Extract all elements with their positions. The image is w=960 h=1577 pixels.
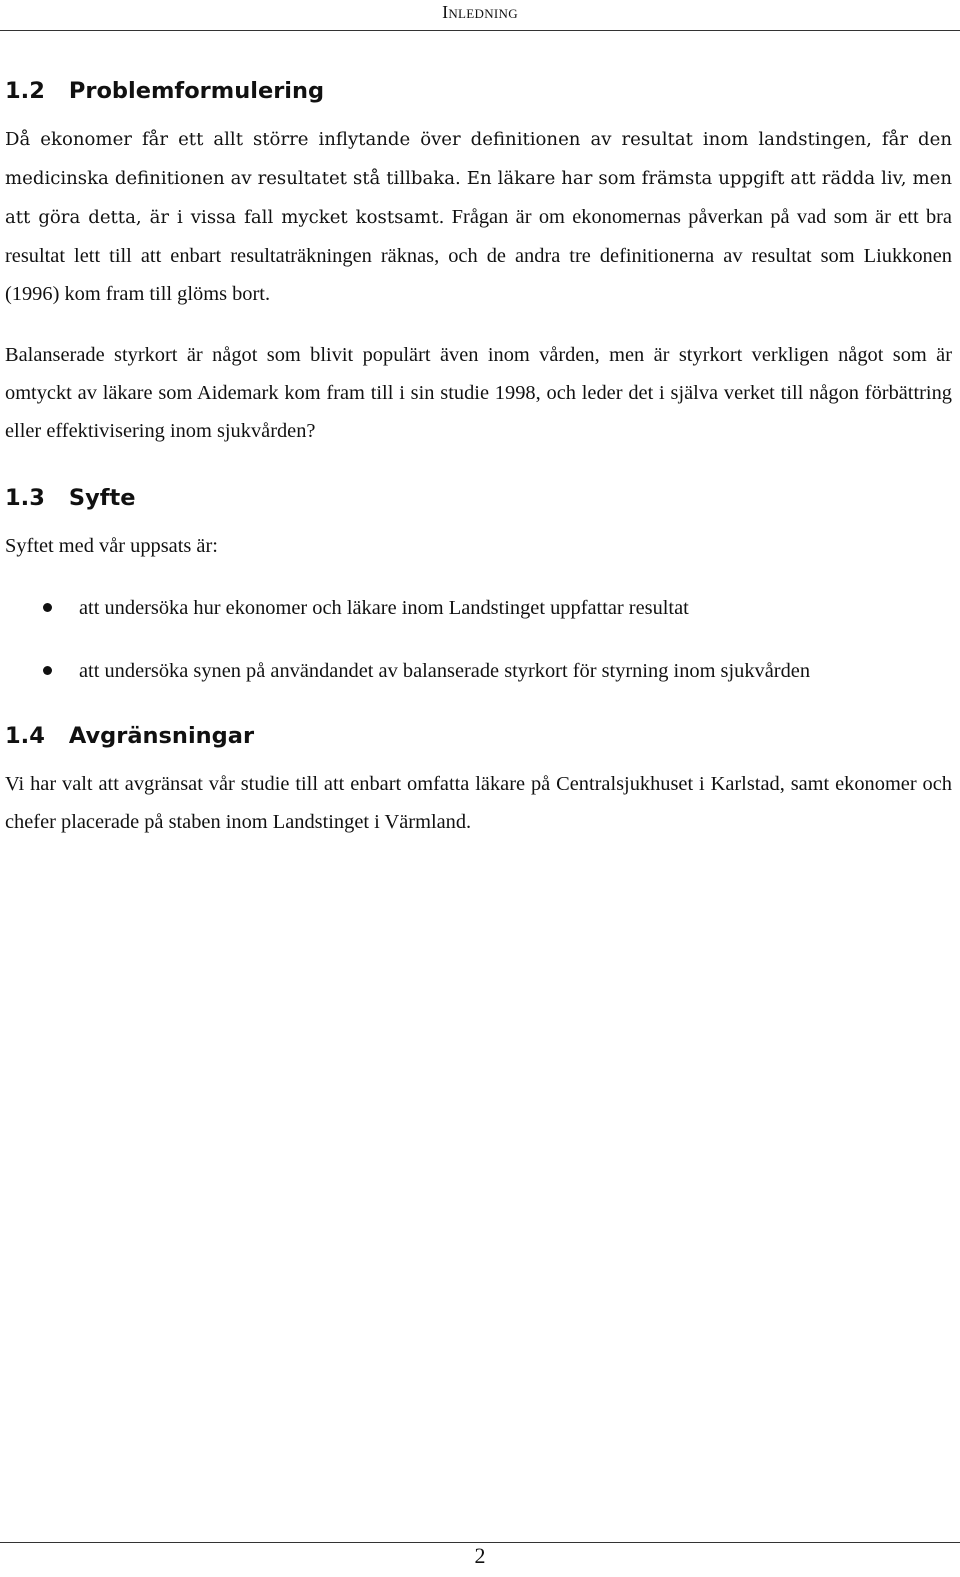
section-title: Syfte bbox=[68, 485, 136, 511]
purpose-intro: Syftet med vår uppsats är: bbox=[5, 535, 218, 557]
problem-paragraph-1-part-a: Då ekonomer får ett allt större inflytande över definitionen av resultat inom landstingen, får den medicinska definitionen av resultatet stå tillbaka. En läkare har som främsta uppgift att rädda liv, men att göra detta, är i vissa fall mycket kostsamt. bbox=[5, 129, 952, 228]
section-title: Avgränsningar bbox=[68, 723, 255, 749]
bullet-icon bbox=[43, 603, 52, 612]
section-number: 1.4 bbox=[5, 723, 45, 749]
section-number: 1.2 bbox=[5, 78, 45, 104]
section-number: 1.3 bbox=[5, 485, 45, 511]
problem-paragraph-1-part-b: Frågan är om ekonomernas påverkan på vad som är ett bra resultat lett till att enbart resultaträkningen räknas, och de andra tre definitionerna av resultat som Liukkonen (1996) kom fram till glöms bort. bbox=[5, 206, 952, 305]
page-number: 2 bbox=[474, 1543, 486, 1568]
list-item bbox=[5, 652, 952, 690]
delimitations-paragraph: Vi har valt att avgränsat vår studie till att enbart omfatta läkare på Centralsjukhuset i Karlstad, samt ekonomer och chefer placerade på staben inom Landstinget i Värmland. bbox=[5, 773, 952, 833]
section-title: Problemformulering bbox=[68, 78, 325, 104]
problem-paragraph-1 bbox=[5, 120, 952, 313]
list-item bbox=[5, 589, 952, 627]
page-body bbox=[5, 70, 952, 841]
section-heading-problemformulering bbox=[5, 70, 952, 112]
list-item-text: att undersöka synen på användandet av balanserade styrkort för styrning inom sjukvården bbox=[79, 660, 811, 682]
section-heading-avgransningar bbox=[5, 715, 952, 757]
purpose-list bbox=[5, 589, 952, 690]
page-header bbox=[0, 0, 960, 31]
list-item-text: att undersöka hur ekonomer och läkare inom Landstinget uppfattar resultat bbox=[79, 597, 689, 619]
problem-paragraph-2: Balanserade styrkort är något som blivit populärt även inom vården, men är styrkort verkligen något som är omtyckt av läkare som Aidemark kom fram till i sin studie 1998, och leder det i själva verket till någon förbättring eller effektivisering inom sjukvården? bbox=[5, 344, 952, 442]
running-head: Inledning bbox=[442, 2, 518, 22]
bullet-icon bbox=[43, 666, 52, 675]
section-heading-syfte bbox=[5, 477, 952, 519]
